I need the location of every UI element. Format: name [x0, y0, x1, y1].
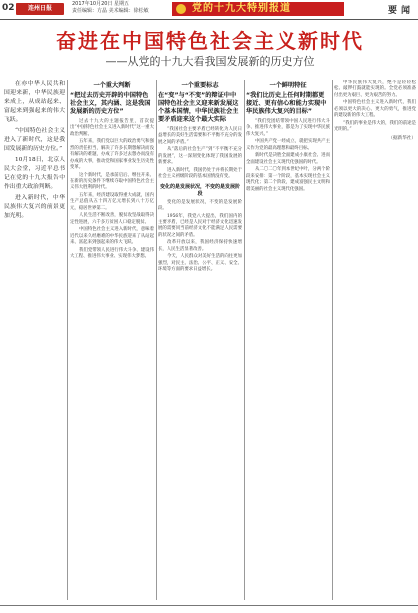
body-paragraph: 五年来，经济建设取得重大成就，国内生产总值从五十四万亿元增长到八十万亿元，稳居世界第二。 [70, 193, 154, 211]
body-paragraph: 新时代是决胜全面建成小康社会、进而全面建设社会主义现代化强国的时代。 [246, 153, 330, 165]
column-divider [244, 80, 245, 600]
body-paragraph: 过去十九大的主题报告里，首次提出“中国特色社会主义进入新时代”这一重大政治判断。 [70, 119, 154, 137]
masthead [0, 0, 418, 20]
body-paragraph: 五年来，我们党以巨大的政治勇气和强烈的责任担当，解决了许多长期想解决而没有解决的难题，办成了许多过去想办而没有办成的大事，推动党和国家事业发生历史性变革。 [70, 139, 154, 171]
body-paragraph: 中国特色社会主义进入新时代，意味着近代以来久经磨难的中华民族迎来了从站起来、富起来到强起来的伟大飞跃。 [70, 227, 154, 246]
lead-paragraph: 10月18日，北京人民大会堂，习近平总书记在党的十九大报告中作出重大政治判断。 [4, 157, 65, 190]
section-column-1 [70, 80, 154, 600]
special-report-banner [172, 2, 344, 16]
article-byline: （据新华社） [388, 135, 416, 141]
body-paragraph: “我们党团结带领中国人民进行伟大斗争、推进伟大事业，都是为了实现中华民族伟大复兴。” [246, 119, 330, 137]
newspaper-logo: 连州日报 [16, 3, 64, 15]
section-heading: 一个重大判断 [93, 82, 131, 89]
lead-paragraph: 进入新时代，中华民族伟大复兴的前景更加光明。 [4, 195, 65, 219]
lead-paragraph: “中国特色社会主义进入了新时代，这是我国发展新的历史方位。” [4, 128, 65, 152]
body-paragraph: 这个新时代，是承前启后、继往开来、在新的历史条件下继续夺取中国特色社会主义伟大胜利的时代。 [70, 172, 154, 191]
body-paragraph: 进入新时代，我国仍处于并将长期处于社会主义初级阶段的基本国情没有变。 [158, 167, 242, 180]
body-paragraph: 从二〇二〇年到本世纪中叶，分两个阶段来安排：第一个阶段，基本实现社会主义现代化；第二个阶段，建成富强民主文明和谐美丽的社会主义现代化强国。 [246, 167, 330, 192]
body-paragraph: “我们的事业是伟大的，我们的前途是光明的。” [334, 120, 416, 133]
body-paragraph: 1956年，我党八大提出，我们国内的主要矛盾，已经是人民对于经济文化迅速发展的需要同当前经济文化不能满足人民需要的状况之间的矛盾。 [158, 213, 242, 238]
editor-credits: 责任编辑：方晶 美术编辑：徐松敏 [72, 8, 149, 14]
headline: 奋进在中国特色社会主义新时代 [56, 29, 364, 53]
footer-divider [0, 605, 418, 606]
section-quote: “把过去历史开辟的中国特色社会主义，其内涵、这是我国发展新的历史方位” [70, 92, 151, 115]
section-quote: “我们比历史上任何时期都更接近、更有信心和能力实现中华民族伟大复兴的目标” [246, 92, 327, 115]
lead-paragraph: 在亦中华人民共和国迎来新，中华民族迎来成上，从成站起来、富起来到强起来的伟大飞跃。 [4, 81, 65, 123]
body-paragraph: 中国特色社会主义进入新时代，我们必须以更大的决心、更大的勇气，推进党的建设新的伟大工程。 [334, 100, 416, 119]
body-paragraph: 改革开放以来，我国经济保持快速增长，人民生活显著改善。 [158, 240, 242, 252]
lead-column [4, 80, 65, 600]
body-paragraph: 从“落后的社会生产”到“不平衡不充分的发展”，这一深刻变化体现了我国发展的新要求。 [158, 147, 242, 166]
body-paragraph: 今天，人民群众对美好生活的向往更加强烈，对民主、法治、公平、正义、安全、环境等方面的要求日益增长。 [158, 254, 242, 273]
body-paragraph: 我们党带领人民进行伟大斗争、建设伟大工程、推进伟大事业、实现伟大梦想。 [70, 247, 154, 260]
section-column-3 [246, 80, 330, 600]
section-column-4 [334, 80, 416, 600]
body-paragraph: 变化的是发展状况，不变的是发展阶段。 [158, 199, 242, 212]
section-quote: 在“变”与“不变”的辩证中中国特色社会主义迎来新发展这个基本国情，中华民族社会主要矛盾迎来这个最大实际 [158, 92, 239, 123]
subheadline: ——从党的十九大看我国发展新的历史方位 [105, 55, 315, 68]
section-label: 要闻 [387, 6, 414, 16]
inline-subheading: 变化的是发展状况，不变的是发展阶段 [159, 183, 240, 197]
column-divider [156, 80, 157, 600]
section-column-2 [158, 80, 242, 600]
page-number: 02 [2, 3, 15, 13]
body-paragraph: 人民生活不断改善，脱贫攻坚战取得决定性进展，六千多万贫困人口稳定脱贫。 [70, 213, 154, 225]
issue-date: 2017年10月20日 星期五 [72, 1, 130, 7]
header-divider [0, 19, 418, 20]
body-paragraph: 中华民族伟大复兴，绝不是轻轻松松、敲锣打鼓就能实现的。全党必须准备付出更为艰巨、更为艰苦的努力。 [334, 80, 416, 98]
section-heading: 一个鲜明特征 [269, 82, 307, 89]
section-heading: 一个重要标志 [181, 82, 219, 89]
body-paragraph: 中国共产党一经成立，就把实现共产主义作为党的最高理想和最终目标。 [246, 139, 330, 151]
party-emblem-icon [176, 4, 186, 14]
banner-title: 党的十九大特别报道 [192, 3, 291, 14]
column-divider [332, 80, 333, 600]
body-paragraph: “我国社会主要矛盾已经转化为人民日益增长的美好生活需要和不平衡不充分的发展之间的矛盾。” [158, 127, 242, 145]
column-divider [67, 80, 68, 600]
